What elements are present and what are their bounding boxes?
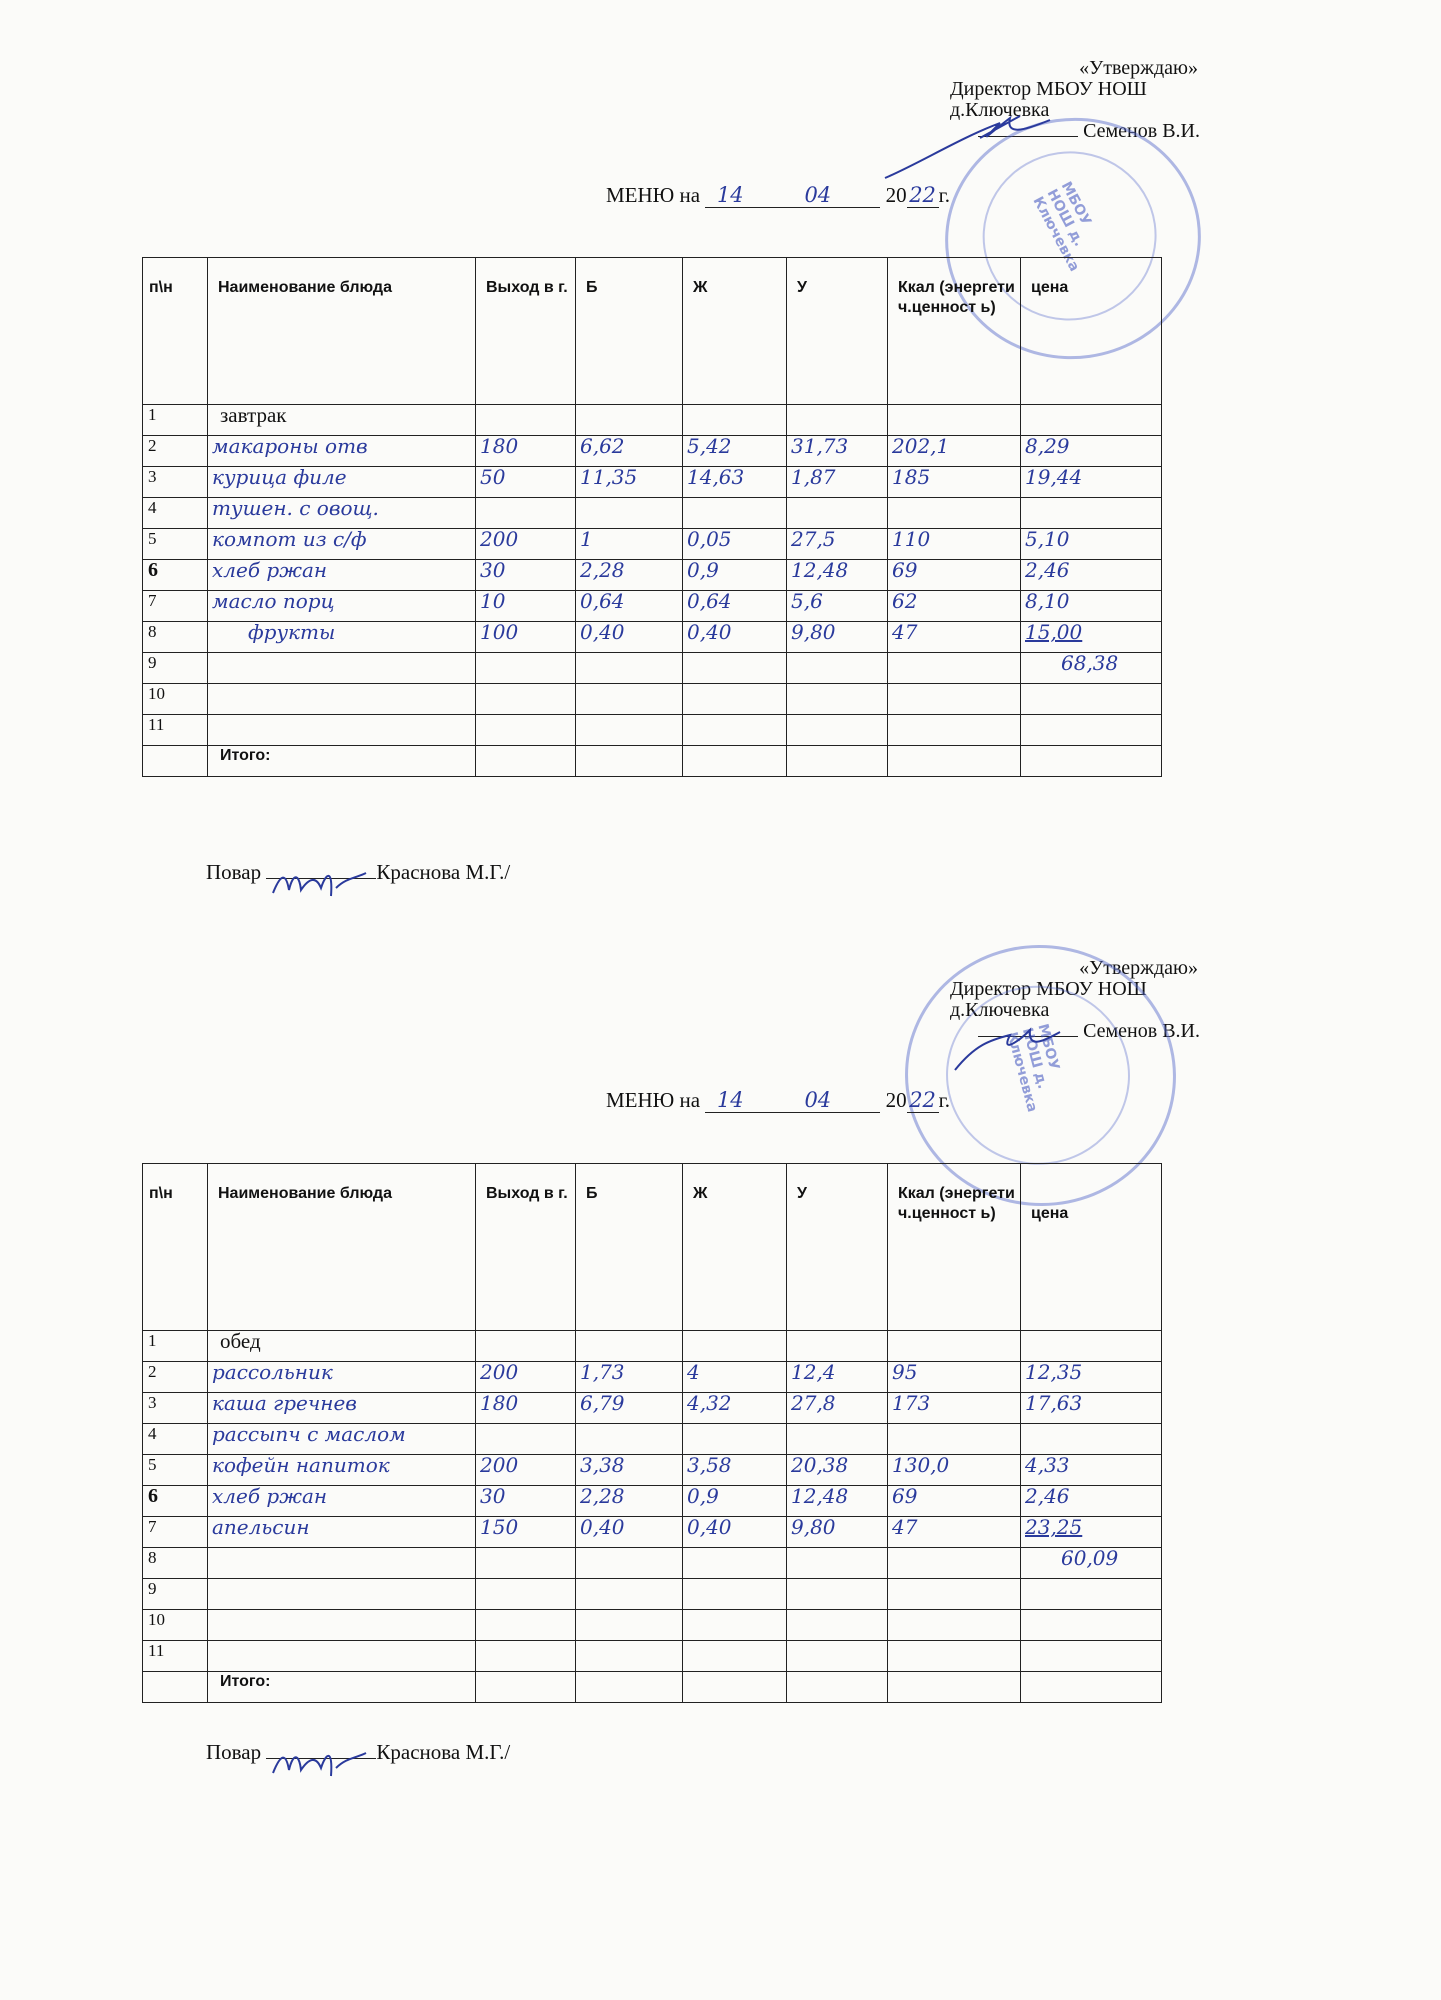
menu-year-g: г. (938, 183, 951, 207)
total-price: 60,09 (1021, 1548, 1162, 1579)
proteins: 0,40 (576, 622, 683, 653)
table-header-row (143, 258, 1162, 405)
table-row (143, 529, 1162, 560)
dish-name: тушен. с овощ. (208, 498, 476, 529)
approve-label: «Утверждаю» (1079, 957, 1198, 979)
row-number: 8 (143, 1548, 208, 1579)
table-row (143, 1424, 1162, 1455)
cell (787, 1610, 888, 1641)
row-number: 4 (143, 498, 208, 529)
carbs (787, 498, 888, 529)
portion-weight: 10 (476, 591, 576, 622)
cell (208, 1610, 476, 1641)
kcal (888, 653, 1021, 684)
cell (208, 684, 476, 715)
carbs: 9,80 (787, 622, 888, 653)
header-cell: п\н (143, 1164, 208, 1331)
cell (787, 684, 888, 715)
cell (888, 1610, 1021, 1641)
cell (576, 715, 683, 746)
table-row (143, 1548, 1162, 1579)
table-row (143, 1362, 1162, 1393)
menu-title-prefix: МЕНЮ на (606, 183, 701, 207)
row-number: 5 (143, 1455, 208, 1486)
table-row (143, 684, 1162, 715)
cell (888, 1579, 1021, 1610)
total-label: Итого: (208, 746, 476, 777)
director-position: Директор МБОУ НОШ (950, 978, 1147, 1000)
header-cell: Выход в г. (476, 1164, 576, 1331)
cook-signature-line (266, 878, 376, 879)
header-cell: Ж (683, 258, 787, 405)
cell (787, 1548, 888, 1579)
kcal: 173 (888, 1393, 1021, 1424)
header-cell: цена (1021, 258, 1162, 405)
price: 8,10 (1021, 591, 1162, 622)
cell (476, 684, 576, 715)
cook-name: Краснова М.Г./ (376, 860, 511, 884)
proteins (576, 498, 683, 529)
proteins: 11,35 (576, 467, 683, 498)
cell (1021, 1641, 1162, 1672)
portion-weight: 200 (476, 1362, 576, 1393)
total-row (143, 1672, 1162, 1703)
portion-weight: 180 (476, 1393, 576, 1424)
row-number: 10 (143, 684, 208, 715)
row-number: 6 (143, 560, 208, 591)
cell (1021, 1579, 1162, 1610)
table-row (143, 653, 1162, 684)
price: 17,63 (1021, 1393, 1162, 1424)
cell (888, 405, 1021, 436)
cell (683, 405, 787, 436)
proteins: 0,40 (576, 1517, 683, 1548)
fats: 0,40 (683, 1517, 787, 1548)
row-number: 6 (143, 1486, 208, 1517)
header-cell: Б (576, 258, 683, 405)
menu-day: 14 (705, 183, 755, 208)
stamp-text: МБОУ НОШ д. Ключевка (1003, 1022, 1063, 1114)
cell (576, 1579, 683, 1610)
cell (683, 746, 787, 777)
cell (576, 684, 683, 715)
menu-month: 04 (755, 1088, 880, 1113)
fats: 4,32 (683, 1393, 787, 1424)
dish-name: масло порц (208, 591, 476, 622)
carbs: 27,8 (787, 1393, 888, 1424)
cook-signature (271, 1748, 371, 1778)
table-row (143, 591, 1162, 622)
table-row (143, 1641, 1162, 1672)
proteins: 6,62 (576, 436, 683, 467)
cell (208, 1548, 476, 1579)
meal-label: обед (208, 1331, 476, 1362)
cell (787, 1641, 888, 1672)
table-header-row (143, 1164, 1162, 1331)
cook-name: Краснова М.Г./ (376, 1740, 511, 1764)
table-row (143, 1610, 1162, 1641)
table-row (143, 436, 1162, 467)
price: 15,00 (1021, 622, 1162, 653)
kcal: 62 (888, 591, 1021, 622)
fats (683, 498, 787, 529)
cell (787, 405, 888, 436)
row-number: 3 (143, 467, 208, 498)
cook-label: Повар (206, 1740, 262, 1764)
price: 12,35 (1021, 1362, 1162, 1393)
dish-name: курица филе (208, 467, 476, 498)
kcal: 130,0 (888, 1455, 1021, 1486)
row-number: 11 (143, 1641, 208, 1672)
approve-label: «Утверждаю» (1079, 57, 1198, 79)
cell (683, 684, 787, 715)
cell (576, 1641, 683, 1672)
cell (576, 1548, 683, 1579)
kcal (888, 498, 1021, 529)
table-row (143, 1331, 1162, 1362)
price: 2,46 (1021, 560, 1162, 591)
proteins: 1 (576, 529, 683, 560)
portion-weight: 200 (476, 1455, 576, 1486)
proteins: 0,64 (576, 591, 683, 622)
cell (476, 405, 576, 436)
price (1021, 498, 1162, 529)
portion-weight (476, 653, 576, 684)
menu-year-g: г. (938, 1088, 951, 1112)
kcal: 95 (888, 1362, 1021, 1393)
fats: 14,63 (683, 467, 787, 498)
cell (787, 1331, 888, 1362)
portion-weight: 50 (476, 467, 576, 498)
cook-signature-line (266, 1758, 376, 1759)
cell (1021, 746, 1162, 777)
cell (143, 1672, 208, 1703)
kcal: 185 (888, 467, 1021, 498)
cell (888, 1672, 1021, 1703)
director-name: Семенов В.И. (1083, 120, 1200, 142)
table-row (143, 405, 1162, 436)
fats: 3,58 (683, 1455, 787, 1486)
dish-name: фрукты (208, 622, 476, 653)
price: 5,10 (1021, 529, 1162, 560)
kcal: 47 (888, 622, 1021, 653)
cell (576, 1610, 683, 1641)
meal-label: завтрак (208, 405, 476, 436)
fats: 0,9 (683, 560, 787, 591)
school-place: д.Ключевка (950, 999, 1050, 1021)
proteins: 2,28 (576, 560, 683, 591)
cell (683, 1579, 787, 1610)
cook-signature (271, 868, 371, 898)
cell (576, 1331, 683, 1362)
cell (683, 1331, 787, 1362)
director-signature-2 (950, 1020, 1070, 1080)
cell (888, 715, 1021, 746)
carbs: 12,48 (787, 560, 888, 591)
cell (476, 715, 576, 746)
table-row (143, 1486, 1162, 1517)
cell (208, 715, 476, 746)
proteins: 3,38 (576, 1455, 683, 1486)
kcal: 202,1 (888, 436, 1021, 467)
table-row (143, 467, 1162, 498)
header-cell: Ккал (энергети ч.ценност ь) (888, 258, 1021, 405)
table-row (143, 498, 1162, 529)
cell (1021, 1610, 1162, 1641)
total-price: 68,38 (1021, 653, 1162, 684)
cook-line-2 (206, 1740, 510, 1765)
fats: 0,05 (683, 529, 787, 560)
dish-name: хлеб ржан (208, 1486, 476, 1517)
cell (683, 1672, 787, 1703)
portion-weight: 30 (476, 1486, 576, 1517)
cell (1021, 405, 1162, 436)
row-number: 11 (143, 715, 208, 746)
cook-label: Повар (206, 860, 262, 884)
table-row (143, 560, 1162, 591)
cell (683, 1641, 787, 1672)
director-position: Директор МБОУ НОШ (950, 78, 1147, 100)
table-row (143, 1393, 1162, 1424)
kcal: 47 (888, 1517, 1021, 1548)
carbs: 31,73 (787, 436, 888, 467)
table-row (143, 1579, 1162, 1610)
cell (208, 1641, 476, 1672)
kcal: 110 (888, 529, 1021, 560)
cell (1021, 1331, 1162, 1362)
row-number: 2 (143, 436, 208, 467)
cell (888, 1331, 1021, 1362)
proteins: 1,73 (576, 1362, 683, 1393)
cell (787, 1672, 888, 1703)
price: 8,29 (1021, 436, 1162, 467)
cell (787, 1579, 888, 1610)
menu-day: 14 (705, 1088, 755, 1113)
table-row (143, 622, 1162, 653)
kcal: 69 (888, 1486, 1021, 1517)
portion-weight: 200 (476, 529, 576, 560)
carbs: 12,4 (787, 1362, 888, 1393)
dish-name: рассыпч с маслом (208, 1424, 476, 1455)
row-number: 7 (143, 1517, 208, 1548)
header-cell: Выход в г. (476, 258, 576, 405)
cell (476, 746, 576, 777)
header-cell: У (787, 258, 888, 405)
proteins (576, 653, 683, 684)
menu-year-prefix: 20 (885, 1088, 907, 1112)
menu-title-1 (606, 183, 950, 208)
stamp-text: МБОУ НОШ д. Ключевка (1029, 179, 1095, 275)
cell (787, 715, 888, 746)
fats (683, 653, 787, 684)
cell (888, 1641, 1021, 1672)
fats (683, 1424, 787, 1455)
proteins: 6,79 (576, 1393, 683, 1424)
director-signature-1 (880, 108, 1070, 188)
carbs (787, 1424, 888, 1455)
cell (1021, 1672, 1162, 1703)
carbs (787, 653, 888, 684)
menu-table-1 (142, 257, 1162, 777)
dish-name: компот из с/ф (208, 529, 476, 560)
cell (787, 746, 888, 777)
cell (888, 1548, 1021, 1579)
header-cell: Ккал (энергети ч.ценност ь) (888, 1164, 1021, 1331)
price (1021, 1424, 1162, 1455)
fats: 4 (683, 1362, 787, 1393)
price: 4,33 (1021, 1455, 1162, 1486)
cell (476, 1641, 576, 1672)
proteins: 2,28 (576, 1486, 683, 1517)
header-cell: Б (576, 1164, 683, 1331)
cell (888, 684, 1021, 715)
menu-title-prefix: МЕНЮ на (606, 1088, 701, 1112)
cell (683, 1610, 787, 1641)
cell (476, 1672, 576, 1703)
kcal (888, 1424, 1021, 1455)
cell (476, 1579, 576, 1610)
row-number: 5 (143, 529, 208, 560)
row-number: 10 (143, 1610, 208, 1641)
table-row (143, 1455, 1162, 1486)
carbs: 20,38 (787, 1455, 888, 1486)
carbs: 9,80 (787, 1517, 888, 1548)
menu-title-2 (606, 1088, 950, 1113)
cell (476, 1331, 576, 1362)
cell (476, 1610, 576, 1641)
cell (1021, 684, 1162, 715)
price: 2,46 (1021, 1486, 1162, 1517)
fats: 0,64 (683, 591, 787, 622)
header-cell: У (787, 1164, 888, 1331)
menu-month: 04 (755, 183, 880, 208)
header-cell: Ж (683, 1164, 787, 1331)
carbs: 27,5 (787, 529, 888, 560)
fats: 5,42 (683, 436, 787, 467)
cell (143, 746, 208, 777)
fats: 0,9 (683, 1486, 787, 1517)
cell (683, 1548, 787, 1579)
dish-name: апельсин (208, 1517, 476, 1548)
cell (476, 1548, 576, 1579)
menu-year: 22 (907, 1088, 939, 1113)
portion-weight: 100 (476, 622, 576, 653)
row-number: 3 (143, 1393, 208, 1424)
total-label: Итого: (208, 1672, 476, 1703)
cell (208, 1579, 476, 1610)
dish-name: кофейн напиток (208, 1455, 476, 1486)
row-number: 9 (143, 1579, 208, 1610)
row-number: 8 (143, 622, 208, 653)
header-cell: цена (1021, 1164, 1162, 1331)
table-row (143, 715, 1162, 746)
cell (576, 1672, 683, 1703)
dish-name: макароны отв (208, 436, 476, 467)
carbs: 12,48 (787, 1486, 888, 1517)
dish-name: каша гречнев (208, 1393, 476, 1424)
row-number: 2 (143, 1362, 208, 1393)
row-number: 7 (143, 591, 208, 622)
dish-name (208, 653, 476, 684)
cook-line-1 (206, 860, 510, 885)
portion-weight (476, 498, 576, 529)
school-place: д.Ключевка (950, 99, 1050, 121)
row-number: 9 (143, 653, 208, 684)
portion-weight (476, 1424, 576, 1455)
cell (1021, 715, 1162, 746)
dish-name: рассольник (208, 1362, 476, 1393)
row-number: 4 (143, 1424, 208, 1455)
carbs: 1,87 (787, 467, 888, 498)
proteins (576, 1424, 683, 1455)
cell (888, 746, 1021, 777)
row-number: 1 (143, 1331, 208, 1362)
carbs: 5,6 (787, 591, 888, 622)
header-cell: Наименование блюда (208, 258, 476, 405)
kcal: 69 (888, 560, 1021, 591)
price: 19,44 (1021, 467, 1162, 498)
fats: 0,40 (683, 622, 787, 653)
cell (576, 746, 683, 777)
cell (576, 405, 683, 436)
menu-table-2 (142, 1163, 1162, 1703)
portion-weight: 30 (476, 560, 576, 591)
portion-weight: 150 (476, 1517, 576, 1548)
portion-weight: 180 (476, 436, 576, 467)
cell (683, 715, 787, 746)
table-row (143, 1517, 1162, 1548)
header-cell: п\н (143, 258, 208, 405)
director-name: Семенов В.И. (1083, 1020, 1200, 1042)
price: 23,25 (1021, 1517, 1162, 1548)
row-number: 1 (143, 405, 208, 436)
menu-year: 22 (907, 183, 939, 208)
total-row (143, 746, 1162, 777)
dish-name: хлеб ржан (208, 560, 476, 591)
header-cell: Наименование блюда (208, 1164, 476, 1331)
menu-year-prefix: 20 (885, 183, 907, 207)
